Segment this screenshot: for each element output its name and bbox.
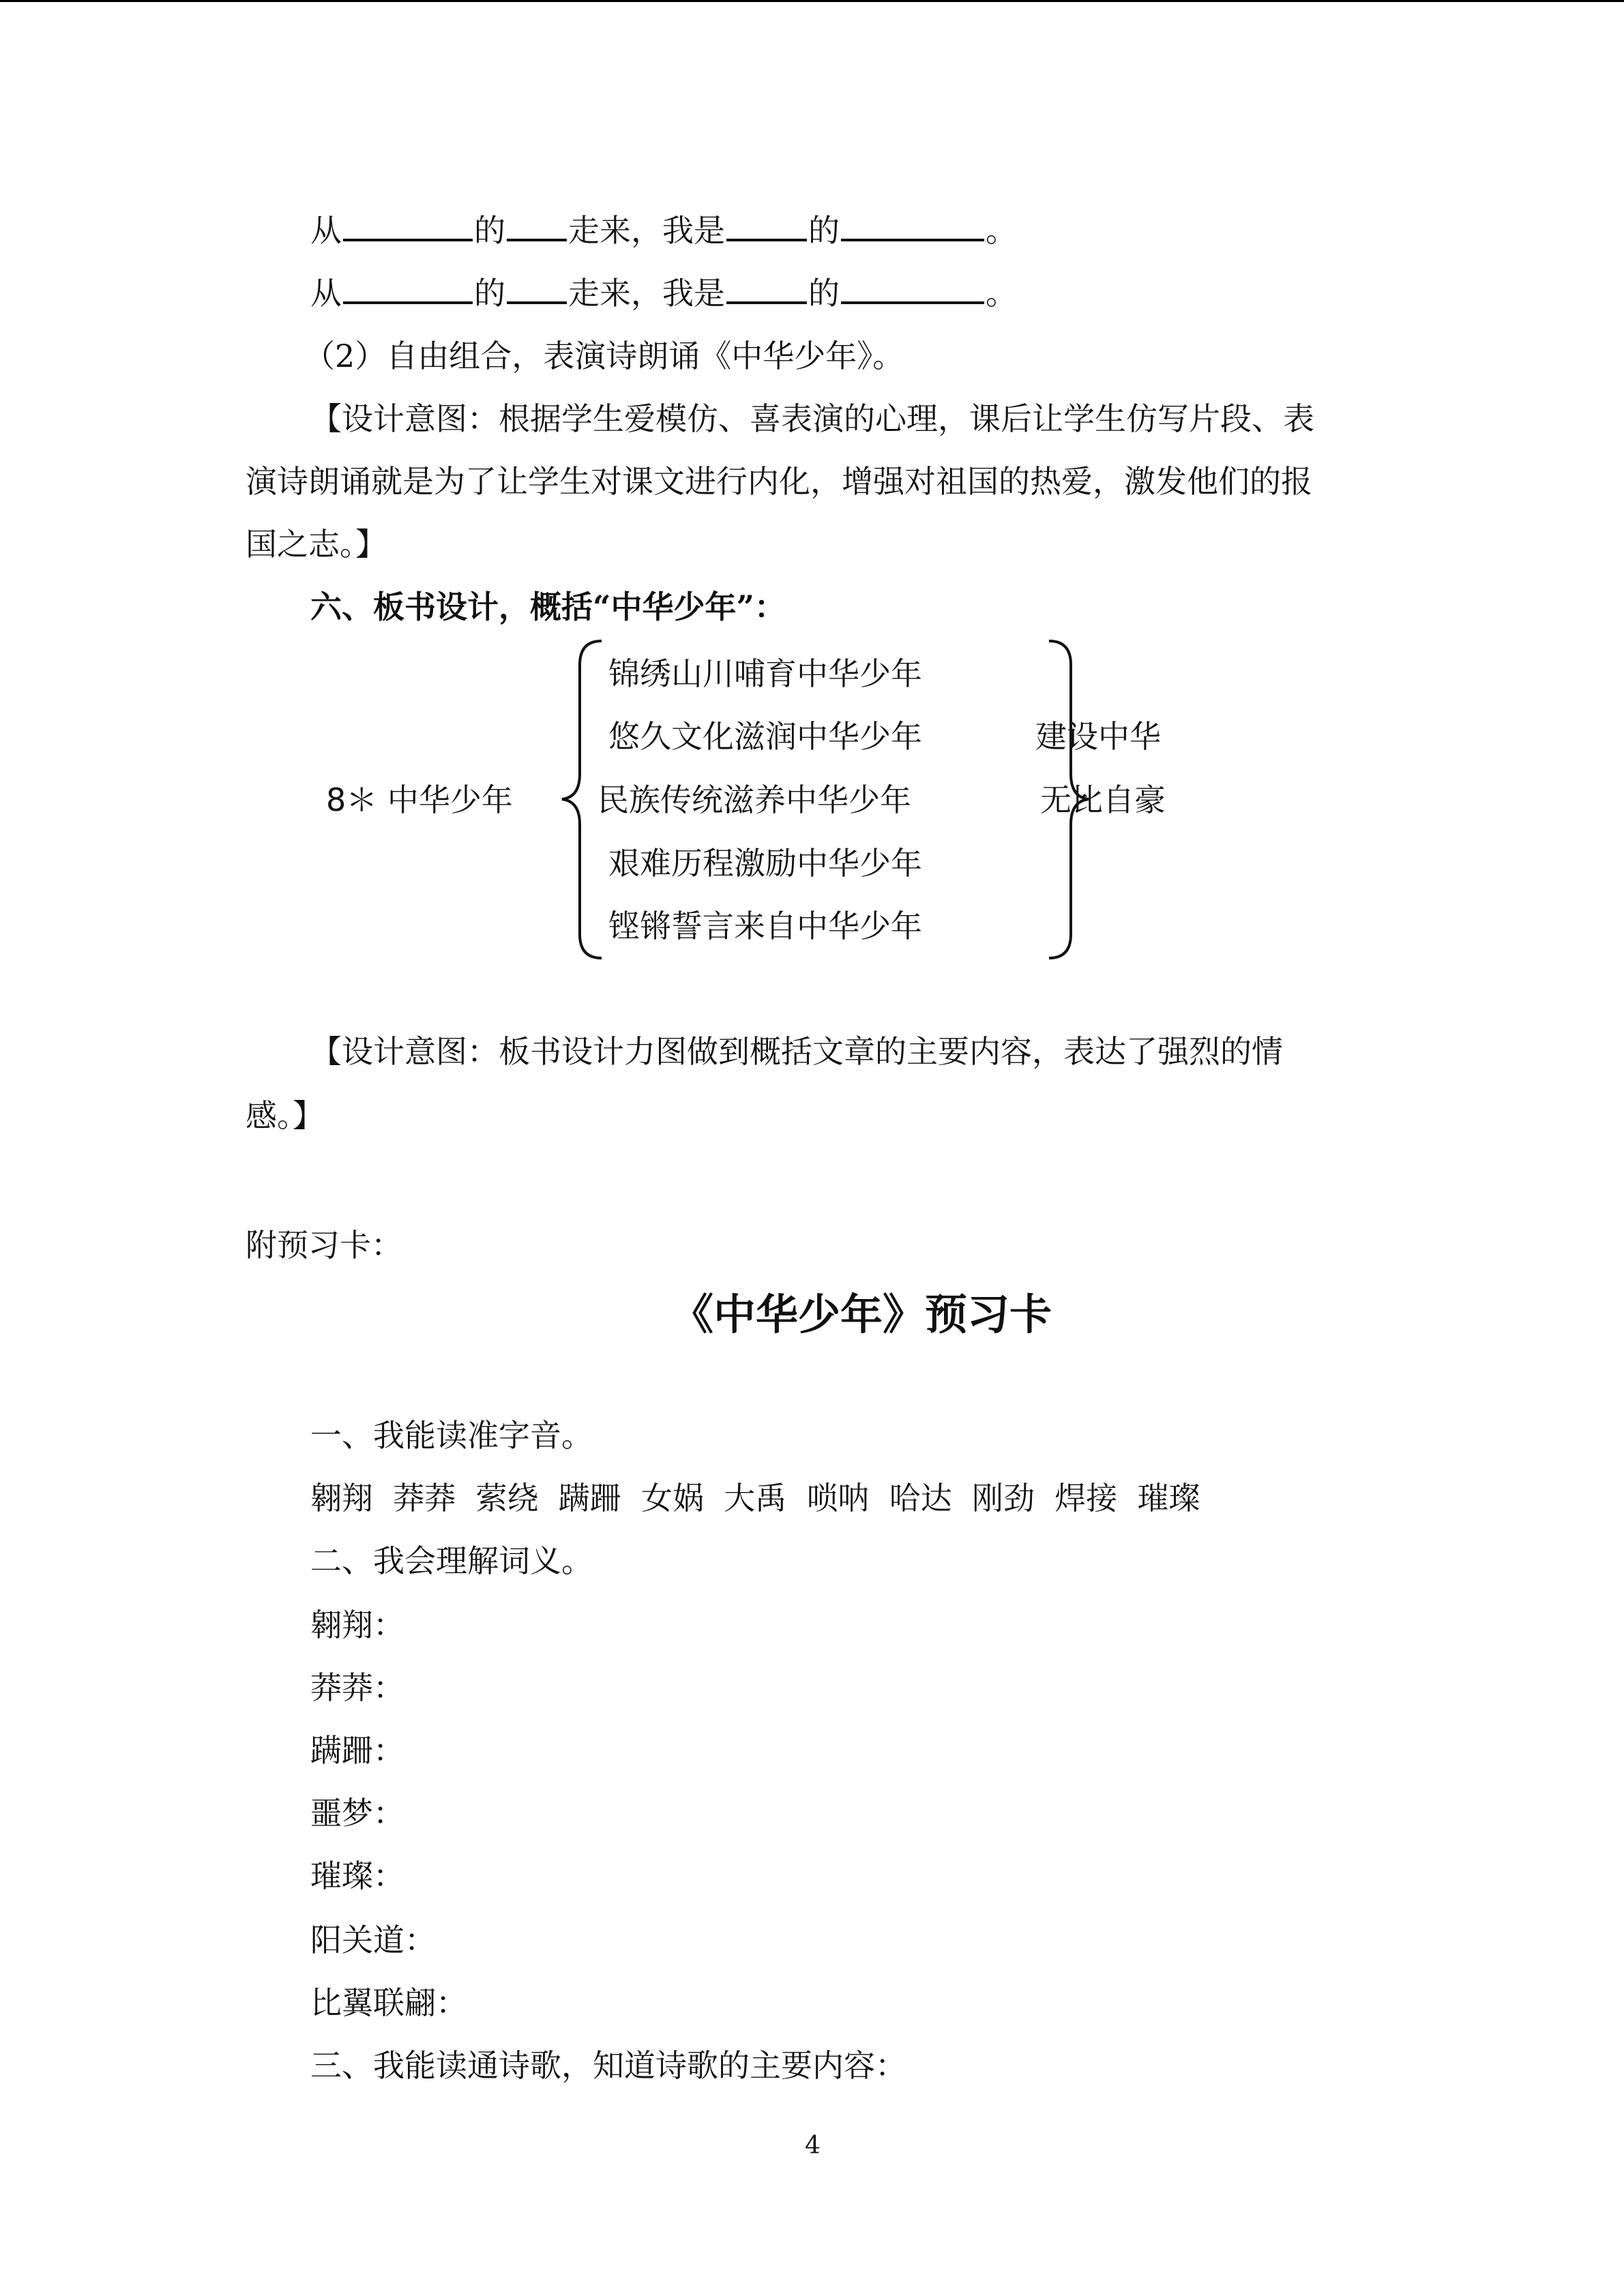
fill-blank[interactable] [343, 213, 473, 241]
right-brace [1044, 638, 1091, 961]
fill-text: 走来，我是 [568, 275, 725, 312]
page-number: 4 [805, 2132, 821, 2160]
board-line-3: 民族传统滋养中华少年 [597, 781, 911, 818]
board-right-2: 无比自豪 [1040, 781, 1166, 818]
section-6-heading: 六、板书设计，概括“中华少年”： [310, 588, 786, 625]
card-section-3-heading: 三、我能读通诗歌，知道诗歌的主要内容： [310, 2047, 906, 2084]
fill-text: 的 [474, 275, 505, 312]
term-4: 噩梦： [310, 1795, 404, 1832]
card-title: 《中华少年》预习卡 [671, 1289, 1052, 1339]
fill-text: 从 [310, 275, 342, 312]
fill-text: 的 [808, 275, 840, 312]
term-1: 翱翔： [310, 1607, 404, 1643]
board-title: 8＊ 中华少年 [326, 781, 513, 818]
fill-blank[interactable] [841, 275, 984, 304]
term-6: 阳关道： [310, 1922, 436, 1958]
card-section-2-heading: 二、我会理解词义。 [310, 1542, 593, 1579]
fill-text: 的 [808, 212, 840, 249]
fill-text: 。 [986, 212, 1017, 249]
card-pronunciation-words: 翱翔 莽莽 萦绕 蹒跚 女娲 大禹 唢呐 哈达 刚劲 焊接 璀璨 [310, 1480, 1200, 1517]
fill-blank[interactable] [726, 275, 807, 304]
board-line-1: 锦绣山川哺育中华少年 [608, 655, 922, 692]
board-line-4: 艰难历程激励中华少年 [608, 845, 922, 882]
appendix-label: 附预习卡： [246, 1227, 402, 1264]
fill-line-2 [310, 273, 1017, 314]
fill-text: 走来，我是 [568, 212, 725, 249]
design-intent-2-line-2: 感。】 [246, 1097, 324, 1134]
term-2: 莽莽： [310, 1669, 404, 1706]
design-intent-1-line-2: 演诗朗诵就是为了让学生对课文进行内化，增强对祖国的热爱，激发他们的报 [246, 463, 1312, 500]
board-line-2: 悠久文化滋润中华少年 [608, 718, 922, 755]
term-7: 比翼联翩： [310, 1984, 467, 2021]
fill-blank[interactable] [841, 213, 984, 241]
design-intent-2-line-1: 【设计意图：板书设计力图做到概括文章的主要内容，表达了强烈的情 [310, 1033, 1283, 1070]
term-3: 蹒跚： [310, 1732, 404, 1769]
term-5: 璀璨： [310, 1858, 404, 1894]
fill-blank[interactable] [343, 275, 473, 304]
fill-text: 从 [310, 212, 342, 249]
fill-line-1 [310, 210, 1017, 251]
fill-blank[interactable] [726, 213, 807, 241]
page-top-border [0, 0, 1624, 2]
design-intent-1-line-3: 国之志。】 [246, 526, 387, 563]
fill-blank[interactable] [507, 275, 567, 304]
fill-text: 。 [986, 275, 1017, 312]
board-right-1: 建设中华 [1035, 718, 1161, 755]
design-intent-1-line-1: 【设计意图：根据学生爱模仿、喜表演的心理，课后让学生仿写片段、表 [310, 400, 1314, 437]
board-line-5: 铿锵誓言来自中华少年 [608, 908, 922, 944]
fill-blank[interactable] [507, 213, 567, 241]
card-section-1-heading: 一、我能读准字音。 [310, 1417, 593, 1454]
fill-text: 的 [474, 212, 505, 249]
activity-2: （2）自由组合，表演诗朗诵《中华少年》。 [304, 338, 904, 374]
